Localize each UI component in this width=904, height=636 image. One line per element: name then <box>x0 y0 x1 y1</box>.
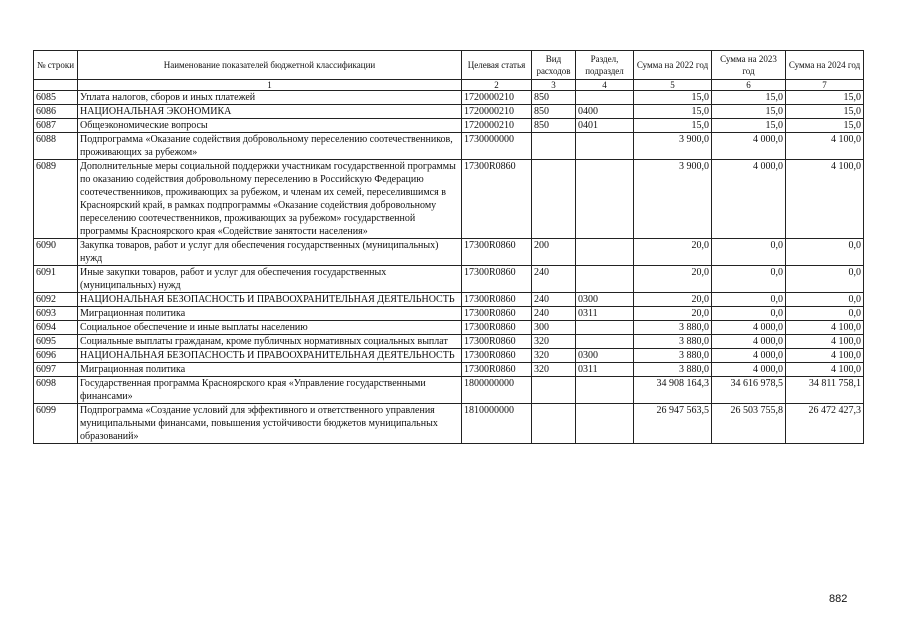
section-cell: 0311 <box>576 363 634 377</box>
indicator-name-cell: Социальные выплаты гражданам, кроме публичных нормативных социальных выплат <box>78 335 462 349</box>
target-article-cell: 1800000000 <box>462 377 532 404</box>
indicator-name-cell: НАЦИОНАЛЬНАЯ ЭКОНОМИКА <box>78 105 462 119</box>
row-number-cell: 6095 <box>34 335 78 349</box>
sum-2023-cell: 0,0 <box>712 239 786 266</box>
row-number-cell: 6098 <box>34 377 78 404</box>
sum-2024-cell: 0,0 <box>786 307 864 321</box>
section-cell <box>576 160 634 239</box>
header-sum-2024: Сумма на 2024 год <box>786 51 864 80</box>
sum-2022-cell: 3 880,0 <box>634 321 712 335</box>
expense-type-cell: 240 <box>532 293 576 307</box>
expense-type-cell: 200 <box>532 239 576 266</box>
table-row <box>34 160 864 239</box>
row-number-cell: 6093 <box>34 307 78 321</box>
sum-2023-cell: 15,0 <box>712 105 786 119</box>
sum-2022-cell: 3 880,0 <box>634 349 712 363</box>
index-cell: 1 <box>78 80 462 91</box>
section-cell <box>576 335 634 349</box>
section-cell: 0300 <box>576 293 634 307</box>
target-article-cell: 1720000210 <box>462 91 532 105</box>
row-number-cell: 6088 <box>34 133 78 160</box>
sum-2023-cell: 15,0 <box>712 119 786 133</box>
table-row <box>34 377 864 404</box>
expense-type-cell <box>532 377 576 404</box>
table-row <box>34 363 864 377</box>
indicator-name-cell: Подпрограмма «Оказание содействия добровольному переселению соотечественников, проживающих за рубежом» <box>78 133 462 160</box>
index-cell-empty <box>34 80 78 91</box>
indicator-name-cell: Миграционная политика <box>78 363 462 377</box>
section-cell: 0300 <box>576 349 634 363</box>
sum-2022-cell: 15,0 <box>634 119 712 133</box>
section-cell <box>576 133 634 160</box>
sum-2022-cell: 20,0 <box>634 293 712 307</box>
header-sum-2023: Сумма на 2023 год <box>712 51 786 80</box>
sum-2022-cell: 20,0 <box>634 307 712 321</box>
table-row <box>34 105 864 119</box>
row-number-cell: 6089 <box>34 160 78 239</box>
sum-2022-cell: 3 880,0 <box>634 363 712 377</box>
sum-2024-cell: 26 472 427,3 <box>786 404 864 444</box>
header-sum-2022: Сумма на 2022 год <box>634 51 712 80</box>
sum-2024-cell: 0,0 <box>786 293 864 307</box>
table-row <box>34 335 864 349</box>
sum-2024-cell: 0,0 <box>786 239 864 266</box>
indicator-name-cell: Социальное обеспечение и иные выплаты населению <box>78 321 462 335</box>
row-number-cell: 6094 <box>34 321 78 335</box>
table-row <box>34 293 864 307</box>
sum-2023-cell: 4 000,0 <box>712 335 786 349</box>
indicator-name-cell: НАЦИОНАЛЬНАЯ БЕЗОПАСНОСТЬ И ПРАВООХРАНИТЕЛЬНАЯ ДЕЯТЕЛЬНОСТЬ <box>78 349 462 363</box>
target-article-cell: 1810000000 <box>462 404 532 444</box>
indicator-name-cell: Дополнительные меры социальной поддержки участникам государственной программы по оказанию содействия добровольному переселению в Российскую Федерацию соотечественников, проживающих за рубежом, и членам их семей, переселившимся в Красноярский край, в рамках подпрограммы «Оказание содействия добровольному переселению соотечественников, проживающих за рубежом» государственной программы Красноярского края «Содействие занятости населения» <box>78 160 462 239</box>
section-cell <box>576 321 634 335</box>
expense-type-cell: 300 <box>532 321 576 335</box>
row-number-cell: 6092 <box>34 293 78 307</box>
expense-type-cell: 240 <box>532 266 576 293</box>
section-cell <box>576 404 634 444</box>
row-number-cell: 6090 <box>34 239 78 266</box>
section-cell <box>576 239 634 266</box>
expense-type-cell <box>532 133 576 160</box>
table-body <box>34 91 864 444</box>
indicator-name-cell: Подпрограмма «Создание условий для эффективного и ответственного управления муниципальными финансами, повышения устойчивости бюджетов муниципальных образований» <box>78 404 462 444</box>
sum-2024-cell: 4 100,0 <box>786 321 864 335</box>
target-article-cell: 1730000000 <box>462 133 532 160</box>
sum-2022-cell: 20,0 <box>634 266 712 293</box>
indicator-name-cell: Уплата налогов, сборов и иных платежей <box>78 91 462 105</box>
row-number-cell: 6096 <box>34 349 78 363</box>
section-cell: 0311 <box>576 307 634 321</box>
target-article-cell: 17300R0860 <box>462 239 532 266</box>
sum-2024-cell: 34 811 758,1 <box>786 377 864 404</box>
sum-2022-cell: 3 880,0 <box>634 335 712 349</box>
index-cell: 2 <box>462 80 532 91</box>
target-article-cell: 17300R0860 <box>462 307 532 321</box>
sum-2023-cell: 4 000,0 <box>712 349 786 363</box>
row-number-cell: 6099 <box>34 404 78 444</box>
sum-2022-cell: 15,0 <box>634 91 712 105</box>
sum-2023-cell: 26 503 755,8 <box>712 404 786 444</box>
indicator-name-cell: Государственная программа Красноярского края «Управление государственными финансами» <box>78 377 462 404</box>
index-cell: 4 <box>576 80 634 91</box>
table-row <box>34 239 864 266</box>
expense-type-cell <box>532 404 576 444</box>
index-cell: 6 <box>712 80 786 91</box>
sum-2024-cell: 4 100,0 <box>786 133 864 160</box>
sum-2023-cell: 4 000,0 <box>712 133 786 160</box>
sum-2024-cell: 0,0 <box>786 266 864 293</box>
expense-type-cell: 320 <box>532 335 576 349</box>
indicator-name-cell: Иные закупки товаров, работ и услуг для обеспечения государственных (муниципальных) нужд <box>78 266 462 293</box>
row-number-cell: 6085 <box>34 91 78 105</box>
expense-type-cell: 240 <box>532 307 576 321</box>
sum-2022-cell: 34 908 164,3 <box>634 377 712 404</box>
table-row <box>34 133 864 160</box>
sum-2023-cell: 0,0 <box>712 307 786 321</box>
expense-type-cell: 850 <box>532 91 576 105</box>
expense-type-cell: 320 <box>532 349 576 363</box>
sum-2024-cell: 15,0 <box>786 105 864 119</box>
table-row <box>34 321 864 335</box>
table-row <box>34 404 864 444</box>
table-header <box>34 51 864 91</box>
sum-2024-cell: 4 100,0 <box>786 349 864 363</box>
sum-2024-cell: 4 100,0 <box>786 335 864 349</box>
index-cell: 5 <box>634 80 712 91</box>
table-row <box>34 91 864 105</box>
expense-type-cell: 850 <box>532 105 576 119</box>
row-number-cell: 6097 <box>34 363 78 377</box>
target-article-cell: 17300R0860 <box>462 293 532 307</box>
section-cell <box>576 91 634 105</box>
header-section: Раздел, подраздел <box>576 51 634 80</box>
row-number-cell: 6091 <box>34 266 78 293</box>
section-cell: 0401 <box>576 119 634 133</box>
target-article-cell: 17300R0860 <box>462 321 532 335</box>
table-row <box>34 266 864 293</box>
header-indicator-name: Наименование показателей бюджетной классификации <box>78 51 462 80</box>
sum-2023-cell: 4 000,0 <box>712 321 786 335</box>
sum-2023-cell: 4 000,0 <box>712 160 786 239</box>
sum-2023-cell: 4 000,0 <box>712 363 786 377</box>
header-row-number: № строки <box>34 51 78 80</box>
indicator-name-cell: Общеэкономические вопросы <box>78 119 462 133</box>
sum-2022-cell: 3 900,0 <box>634 133 712 160</box>
section-cell <box>576 266 634 293</box>
target-article-cell: 1720000210 <box>462 105 532 119</box>
sum-2023-cell: 34 616 978,5 <box>712 377 786 404</box>
row-number-cell: 6086 <box>34 105 78 119</box>
target-article-cell: 17300R0860 <box>462 363 532 377</box>
page-number: 882 <box>829 593 848 605</box>
sum-2023-cell: 0,0 <box>712 266 786 293</box>
table-row <box>34 307 864 321</box>
expense-type-cell <box>532 160 576 239</box>
indicator-name-cell: Миграционная политика <box>78 307 462 321</box>
index-cell: 7 <box>786 80 864 91</box>
sum-2022-cell: 20,0 <box>634 239 712 266</box>
sum-2024-cell: 15,0 <box>786 119 864 133</box>
index-cell: 3 <box>532 80 576 91</box>
indicator-name-cell: НАЦИОНАЛЬНАЯ БЕЗОПАСНОСТЬ И ПРАВООХРАНИТЕЛЬНАЯ ДЕЯТЕЛЬНОСТЬ <box>78 293 462 307</box>
sum-2022-cell: 26 947 563,5 <box>634 404 712 444</box>
table-row <box>34 349 864 363</box>
section-cell <box>576 377 634 404</box>
target-article-cell: 1720000210 <box>462 119 532 133</box>
budget-table <box>33 50 864 444</box>
target-article-cell: 17300R0860 <box>462 160 532 239</box>
sum-2022-cell: 3 900,0 <box>634 160 712 239</box>
expense-type-cell: 320 <box>532 363 576 377</box>
indicator-name-cell: Закупка товаров, работ и услуг для обеспечения государственных (муниципальных) нужд <box>78 239 462 266</box>
expense-type-cell: 850 <box>532 119 576 133</box>
target-article-cell: 17300R0860 <box>462 349 532 363</box>
row-number-cell: 6087 <box>34 119 78 133</box>
sum-2024-cell: 15,0 <box>786 91 864 105</box>
section-cell: 0400 <box>576 105 634 119</box>
target-article-cell: 17300R0860 <box>462 335 532 349</box>
sum-2023-cell: 15,0 <box>712 91 786 105</box>
header-target-article: Целевая статья <box>462 51 532 80</box>
target-article-cell: 17300R0860 <box>462 266 532 293</box>
sum-2024-cell: 4 100,0 <box>786 363 864 377</box>
sum-2022-cell: 15,0 <box>634 105 712 119</box>
sum-2024-cell: 4 100,0 <box>786 160 864 239</box>
table-row <box>34 119 864 133</box>
sum-2023-cell: 0,0 <box>712 293 786 307</box>
header-expense-type: Вид расходов <box>532 51 576 80</box>
